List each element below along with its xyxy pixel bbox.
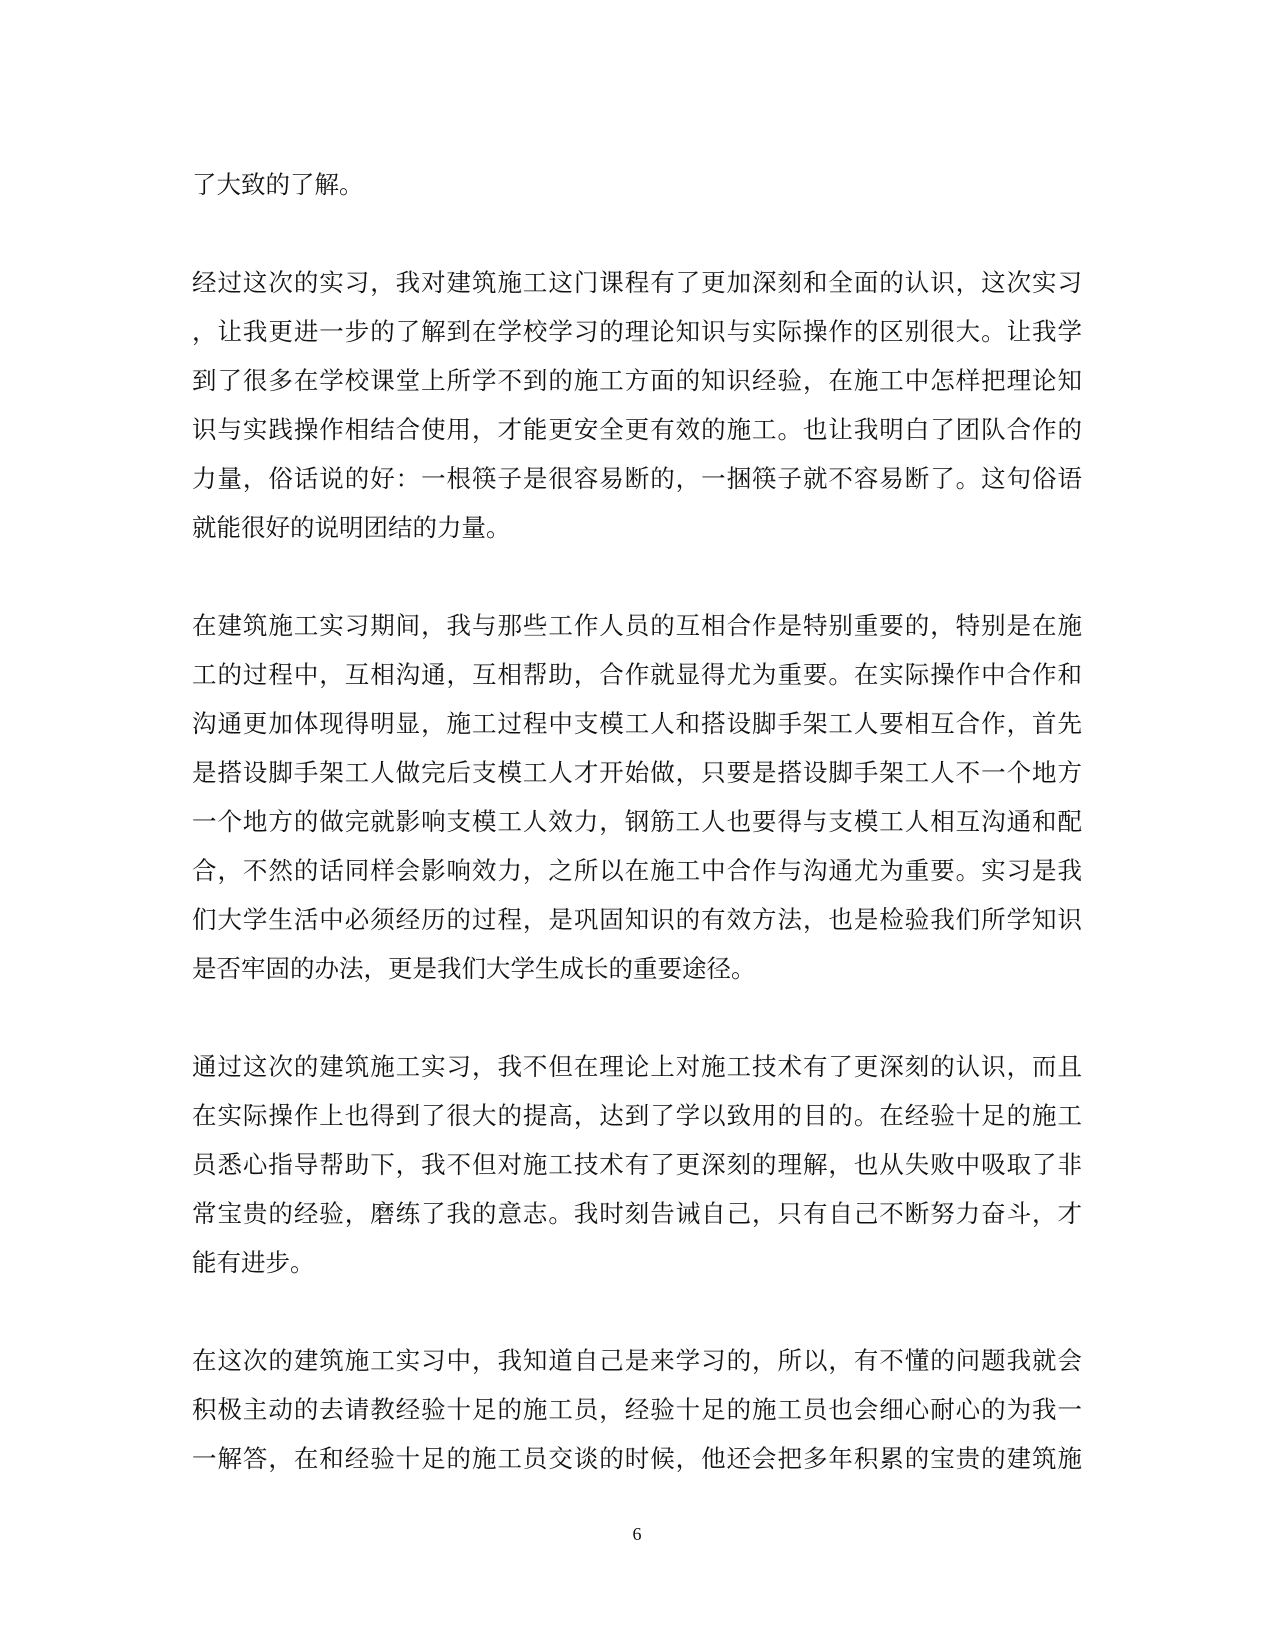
paragraph-gap (192, 209, 1082, 258)
paragraph-gap (192, 1287, 1082, 1336)
text-line: 能有进步。 (192, 1248, 315, 1277)
text-line: 是搭设脚手架工人做完后支模工人才开始做，只要是搭设脚手架工人不一个地方 (192, 758, 1082, 787)
paragraph (192, 1336, 1082, 1483)
text-line: 沟通更加体现得明显，施工过程中支模工人和搭设脚手架工人要相互合作，首先 (192, 709, 1082, 738)
text-line: 经过这次的实习，我对建筑施工这门课程有了更加深刻和全面的认识，这次实习 (192, 268, 1082, 297)
paragraph (192, 1042, 1082, 1287)
text-line: 员悉心指导帮助下，我不但对施工技术有了更深刻的理解，也从失败中吸取了非 (192, 1150, 1082, 1179)
text-line: 积极主动的去请教经验十足的施工员，经验十足的施工员也会细心耐心的为我一 (192, 1395, 1082, 1424)
text-line: 常宝贵的经验，磨练了我的意志。我时刻告诫自己，只有自己不断努力奋斗，才 (192, 1199, 1082, 1228)
paragraph (192, 258, 1082, 552)
text-line: 到了很多在学校课堂上所学不到的施工方面的知识经验，在施工中怎样把理论知 (192, 366, 1082, 395)
page-number: 6 (632, 1524, 642, 1544)
text-line: 在这次的建筑施工实习中，我知道自己是来学习的，所以，有不懂的问题我就会 (192, 1346, 1082, 1375)
text-line: 在建筑施工实习期间，我与那些工作人员的互相合作是特别重要的，特别是在施 (192, 611, 1082, 640)
text-line: ，让我更进一步的了解到在学校学习的理论知识与实际操作的区别很大。让我学 (192, 317, 1082, 346)
paragraph (192, 160, 1082, 209)
text-line: 一解答，在和经验十足的施工员交谈的时候，他还会把多年积累的宝贵的建筑施 (192, 1444, 1082, 1473)
text-line: 是否牢固的办法，更是我们大学生成长的重要途径。 (192, 954, 756, 983)
text-line: 一个地方的做完就影响支模工人效力，钢筋工人也要得与支模工人相互沟通和配 (192, 807, 1082, 836)
text-line: 识与实践操作相结合使用，才能更安全更有效的施工。也让我明白了团队合作的 (192, 415, 1082, 444)
paragraph-gap (192, 552, 1082, 601)
text-line: 力量，俗话说的好：一根筷子是很容易断的，一捆筷子就不容易断了。这句俗语 (192, 464, 1082, 493)
text-line: 工的过程中，互相沟通，互相帮助，合作就显得尤为重要。在实际操作中合作和 (192, 660, 1082, 689)
text-line: 合，不然的话同样会影响效力，之所以在施工中合作与沟通尤为重要。实习是我 (192, 856, 1082, 885)
paragraph-gap (192, 993, 1082, 1042)
text-line: 在实际操作上也得到了很大的提高，达到了学以致用的目的。在经验十足的施工 (192, 1101, 1082, 1130)
text-line: 了大致的了解。 (192, 170, 364, 199)
paragraph (192, 601, 1082, 993)
document-body (192, 160, 1082, 1483)
text-line: 通过这次的建筑施工实习，我不但在理论上对施工技术有了更深刻的认识，而且 (192, 1052, 1082, 1081)
text-line: 们大学生活中必须经历的过程，是巩固知识的有效方法，也是检验我们所学知识 (192, 905, 1082, 934)
text-line: 就能很好的说明团结的力量。 (192, 513, 511, 542)
